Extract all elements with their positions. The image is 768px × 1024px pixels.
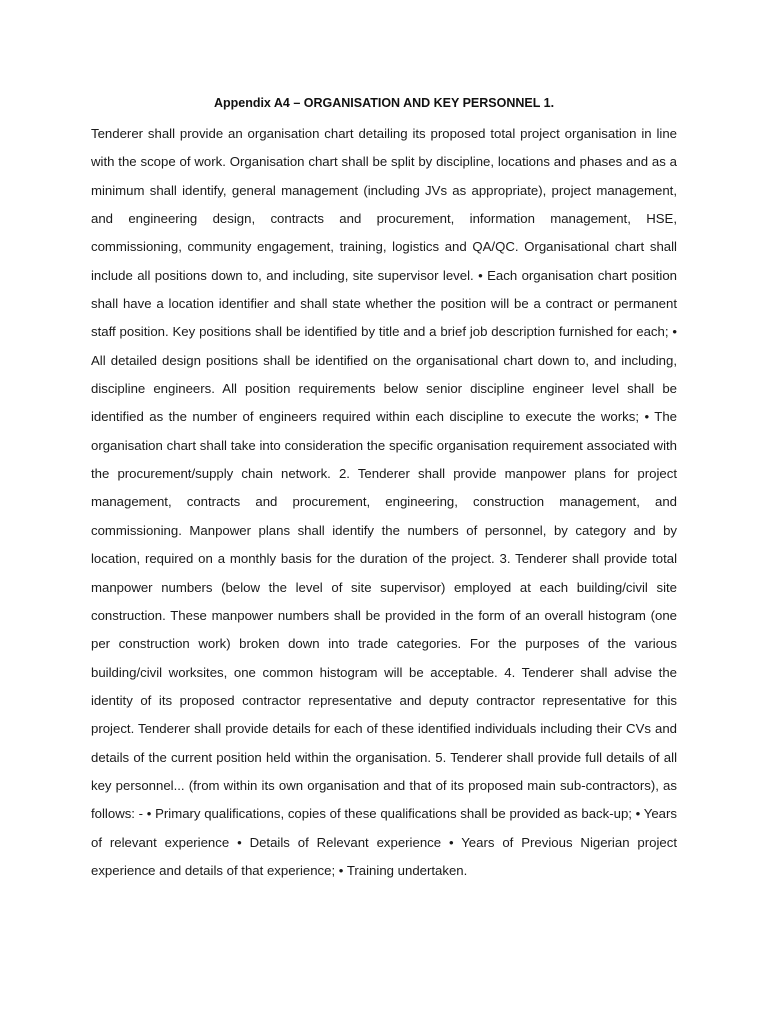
document-title: Appendix A4 – ORGANISATION AND KEY PERSONNEL 1. — [213, 96, 555, 110]
document-body-paragraph: Tenderer shall provide an organisation chart detailing its proposed total project organisation in line with the scope of work. Organisation chart shall be split by discipline, locations and phases and as a minimum shall identify, general management (including JVs as appropriate), project management, and engineering design, contracts and procurement, information management, HSE, commissioning, community engagement, training, logistics and QA/QC. Organisational chart shall include all positions down to, and including, site supervisor level. • Each organisation chart position shall have a location identifier and shall state whether the position will be a contract or permanent staff position. Key positions shall be identified by title and a brief job description furnished for each; • All detailed design positions shall be identified on the organisational chart down to, and including, discipline engineers. All position requirements below senior discipline engineer level shall be identified as the number of engineers required within each discipline to execute the works; • The organisation chart shall take into consideration the specific organisation requirement associated with the procurement/supply chain network. 2. Tenderer shall provide manpower plans for project management, contracts and procurement, engineering, construction management, and commissioning. Manpower plans shall identify the numbers of personnel, by category and by location, required on a monthly basis for the duration of the project. 3. Tenderer shall provide total manpower numbers (below the level of site supervisor) employed at each building/civil site construction. These manpower numbers shall be provided in the form of an overall histogram (one per construction work) broken down into trade categories. For the purposes of the various building/civil worksites, one common histogram will be acceptable. 4. Tenderer shall advise the identity of its proposed contractor representative and deputy contractor representative for this project. Tenderer shall provide details for each of these identified individuals including their CVs and details of the current position held within the organisation. 5. Tenderer shall provide full details of all key personnel... (from within its own organisation and that of its proposed main sub-contractors), as follows: - • Primary qualifications, copies of these qualifications shall be provided as back-up; • Years of relevant experience • Details of Relevant experience • Years of Previous Nigerian project experience and details of that experience; • Training undertaken. — [91, 126, 677, 878]
